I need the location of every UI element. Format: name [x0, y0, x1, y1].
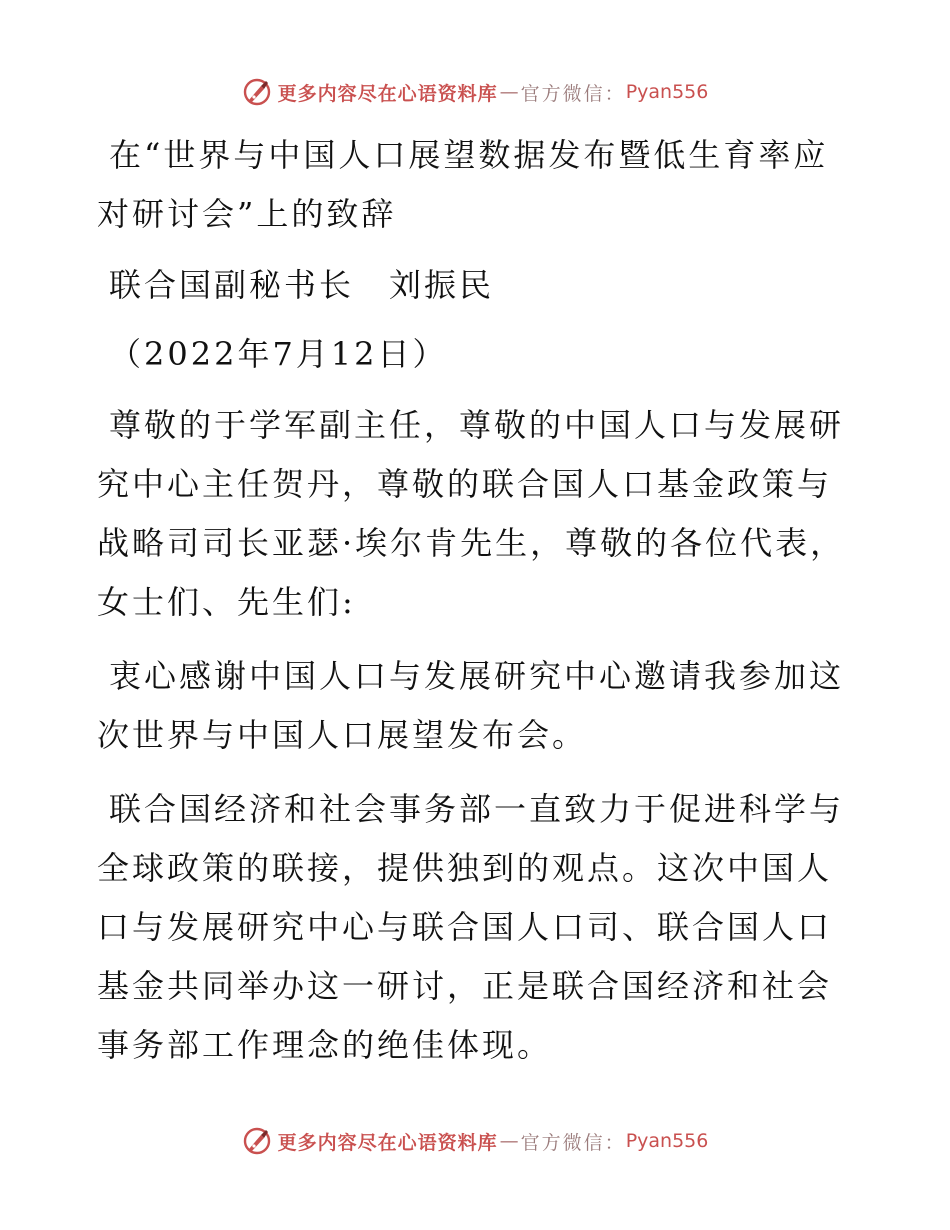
banner-wechat-id: Pyan556 [625, 1130, 709, 1152]
paragraph-thanks: 衷心感谢中国人口与发展研究中心邀请我参加这次世界与中国人口展望发布会。 [97, 657, 845, 754]
document-body [97, 126, 857, 1090]
pen-logo-icon [242, 77, 272, 107]
banner-wechat-id: Pyan556 [625, 81, 709, 103]
document-title: 在“世界与中国人口展望数据发布暨低生育率应对研讨会”上的致辞 [97, 136, 829, 233]
banner-brand-text: 更多内容尽在心语资料库 [277, 1131, 498, 1154]
banner-wechat-label: 官方微信： [520, 1131, 626, 1154]
document-date: （2022年7月12日） [109, 335, 448, 373]
banner-separator: — [499, 81, 519, 103]
footer-banner [0, 1121, 950, 1161]
banner-separator: — [499, 1130, 519, 1152]
pen-logo-icon [242, 1126, 272, 1156]
paragraph-undesa: 联合国经济和社会事务部一直致力于促进科学与全球政策的联接，提供独到的观点。这次中国人口与发展研究中心与联合国人口司、联合国人口基金共同举办这一研讨，正是联合国经济和社会事务部工作理念的绝佳体现。 [97, 790, 845, 1064]
banner-wechat-label: 官方微信： [520, 82, 626, 105]
header-banner [0, 72, 950, 112]
paragraph-greeting: 尊敬的于学军副主任，尊敬的中国人口与发展研究中心主任贺丹，尊敬的联合国人口基金政策与战略司司长亚瑟·埃尔肯先生，尊敬的各位代表，女士们、先生们: [97, 406, 846, 621]
banner-brand-text: 更多内容尽在心语资料库 [277, 82, 498, 105]
document-author: 联合国副秘书长 刘振民 [109, 266, 495, 304]
